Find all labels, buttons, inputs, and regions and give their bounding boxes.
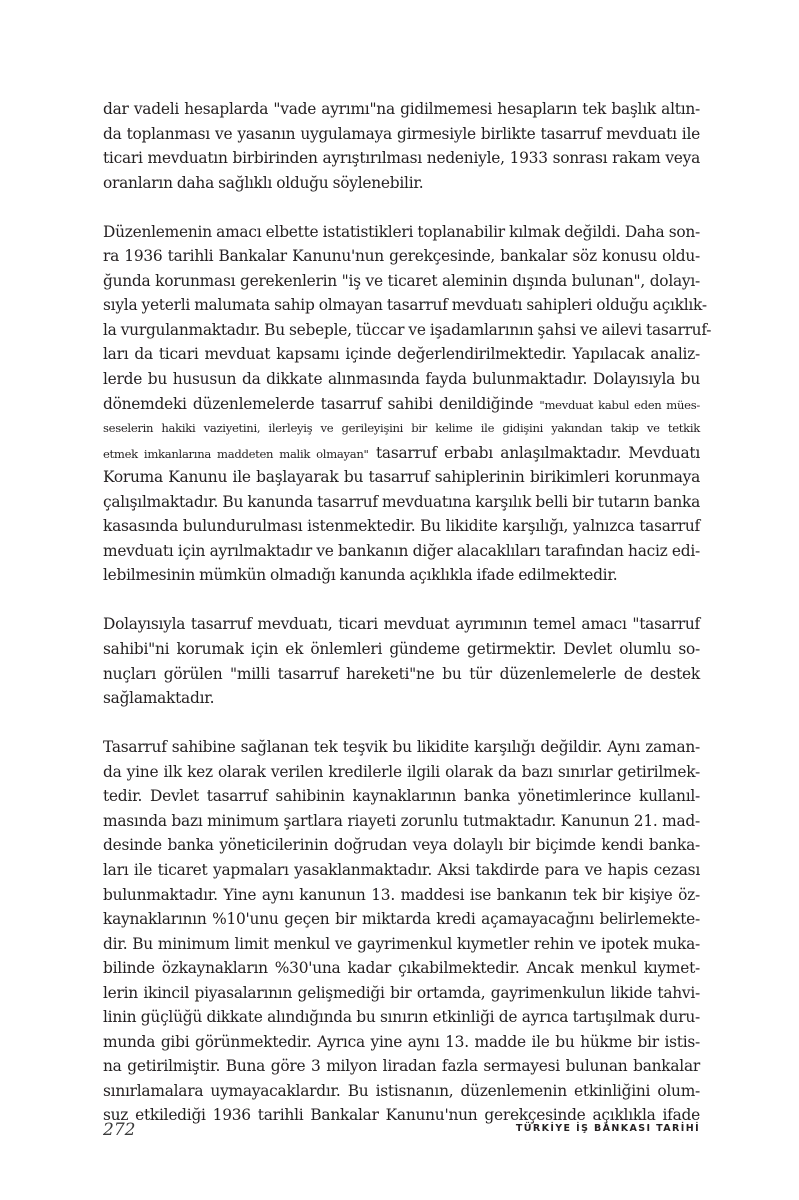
text-line: sahibi"ni korumak için ek önlemleri gündeme getirmektir. Devlet olumlu so- bbox=[103, 640, 700, 659]
text-line: ğunda korunması gerekenlerin "iş ve ticaret aleminin dışında bulunan", dolayı- bbox=[103, 271, 700, 290]
text-line: ları da ticari mevduat kapsamı içinde değerlendirilmektedir. Yapılacak analiz- bbox=[103, 345, 700, 364]
text-line: bilinde özkaynakların %30'una kadar çıkabilmektedir. Ancak menkul kıymet- bbox=[103, 959, 700, 978]
text-line: nuçları görülen "milli tasarruf hareketi"ne bu tür düzenlemelerle de destek bbox=[103, 664, 700, 683]
text-line: masında bazı minimum şartlara riayeti zorunlu tutmaktadır. Kanunun 21. mad- bbox=[103, 811, 700, 830]
text-line: oranların daha sağlıklı olduğu söylenebilir. bbox=[103, 173, 424, 192]
text-line: ları ile ticaret yapmaları yasaklanmaktadır. Aksi takdirde para ve hapis cezası bbox=[103, 860, 700, 879]
paragraph-2 bbox=[103, 220, 712, 588]
text-line: desinde banka yöneticilerinin doğrudan veya dolaylı bir biçimde kendi banka- bbox=[103, 836, 700, 855]
text-line: ra 1936 tarihli Bankalar Kanunu'nun gerekçesinde, bankalar söz konusu oldu- bbox=[103, 247, 700, 266]
text-line: lebilmesinin mümkün olmadığı kanunda açıklıkla ifade edilmektedir. bbox=[103, 566, 618, 585]
text-line: sağlamaktadır. bbox=[103, 689, 215, 708]
page-footer bbox=[103, 1120, 700, 1148]
main-text: tasarruf erbabı anlaşılmaktadır. Mevduatı bbox=[368, 443, 700, 462]
text-line: mevduatı için ayrılmaktadır ve bankanın diğer alacaklıları tarafından haciz edi- bbox=[103, 541, 700, 560]
text-line: bulunmaktadır. Yine aynı kanunun 13. maddesi ise bankanın tek bir kişiye öz- bbox=[103, 885, 700, 904]
text-line: da yine ilk kez olarak verilen kredilerle ilgili olarak da bazı sınırlar getirilmek- bbox=[103, 762, 700, 781]
text-line: sınırlamalara uymayacaklardır. Bu istisnanın, düzenlemenin etkinliğini olum- bbox=[103, 1081, 700, 1100]
text-line: dar vadeli hesaplarda "vade ayrımı"na gidilmemesi hesapların tek başlık altın- bbox=[103, 100, 700, 118]
text-line: dir. Bu minimum limit menkul ve gayrimenkul kıymetler rehin ve ipotek muka- bbox=[103, 934, 700, 953]
text-line: suz etkilediği 1936 tarihli Bankalar Kanunu'nun gerekçesinde açıklıkla ifade bbox=[103, 1106, 700, 1125]
text-line: linin güçlüğü dikkate alındığında bu sınırın etkinliği de ayrıca tartışılmak duru- bbox=[103, 1008, 700, 1027]
page-body bbox=[103, 97, 712, 1153]
page-number: 272 bbox=[103, 1120, 136, 1140]
quoted-law-text: "mevduat kabul eden mües- bbox=[539, 397, 700, 412]
text-line: Dolayısıyla tasarruf mevduatı, ticari mevduat ayrımının temel amacı "tasarruf bbox=[103, 615, 700, 634]
text-line-mixed bbox=[103, 392, 700, 417]
text-line: ticari mevduatın birbirinden ayrıştırılması nedeniyle, 1933 sonrası rakam veya bbox=[103, 149, 700, 168]
text-line: Tasarruf sahibine sağlanan tek teşvik bu likidite karşılığı değildir. Aynı zaman- bbox=[103, 738, 700, 757]
text-line: Düzenlemenin amacı elbette istatistikleri toplanabilir kılmak değildi. Daha son- bbox=[103, 222, 700, 241]
text-line: kaynaklarının %10'unu geçen bir miktarda kredi açamayacağını belirlemekte- bbox=[103, 910, 700, 929]
paragraph-4 bbox=[103, 735, 700, 1128]
text-line: na getirilmiştir. Buna göre 3 milyon liradan fazla sermayesi bulunan bankalar bbox=[103, 1057, 700, 1076]
text-line: kasasında bulundurulması istenmektedir. Bu likidite karşılığı, yalnızca tasarruf bbox=[103, 517, 700, 536]
text-line: munda gibi görünmektedir. Ayrıca yine aynı 13. madde ile bu hükme bir istis- bbox=[103, 1032, 700, 1051]
text-line: çalışılmaktadır. Bu kanunda tasarruf mevduatına karşılık belli bir tutarın banka bbox=[103, 492, 700, 511]
text-line: sıyla yeterli malumata sahip olmayan tasarruf mevduatı sahipleri olduğu açıklık- bbox=[103, 296, 707, 315]
text-line: tedir. Devlet tasarruf sahibinin kaynaklarının banka yönetimlerince kullanıl- bbox=[103, 787, 700, 806]
paragraph-3 bbox=[103, 612, 700, 710]
text-line: da toplanması ve yasanın uygulamaya girmesiyle birlikte tasarruf mevduatı ile bbox=[103, 124, 700, 143]
text-line: lerde bu hususun da dikkate alınmasında fayda bulunmaktadır. Dolayısıyla bu bbox=[103, 370, 700, 389]
text-line-mixed bbox=[103, 441, 700, 466]
paragraph-1 bbox=[103, 97, 700, 195]
text-line: la vurgulanmaktadır. Bu sebeple, tüccar ve işadamlarının şahsi ve ailevi tasarruf- bbox=[103, 320, 712, 339]
text-line: Koruma Kanunu ile başlayarak bu tasarruf sahiplerinin birikimleri korunmaya bbox=[103, 468, 700, 487]
quoted-law-text-line: seselerin hakiki vaziyetini, ilerleyiş ve gerileyişini bir kelime ile gidişini yakından takip ve tetkik bbox=[103, 421, 700, 436]
quoted-law-text: etmek imkanlarına maddeten malik olmayan" bbox=[103, 446, 369, 461]
text-line: lerin ikincil piyasalarının gelişmediği bir ortamda, gayrimenkulun likide tahvi- bbox=[103, 983, 700, 1002]
main-text: dönemdeki düzenlemelerde tasarruf sahibi denildiğinde bbox=[103, 394, 540, 413]
running-title: TÜRKİYE İŞ BANKASI TARİHİ bbox=[515, 1123, 700, 1134]
